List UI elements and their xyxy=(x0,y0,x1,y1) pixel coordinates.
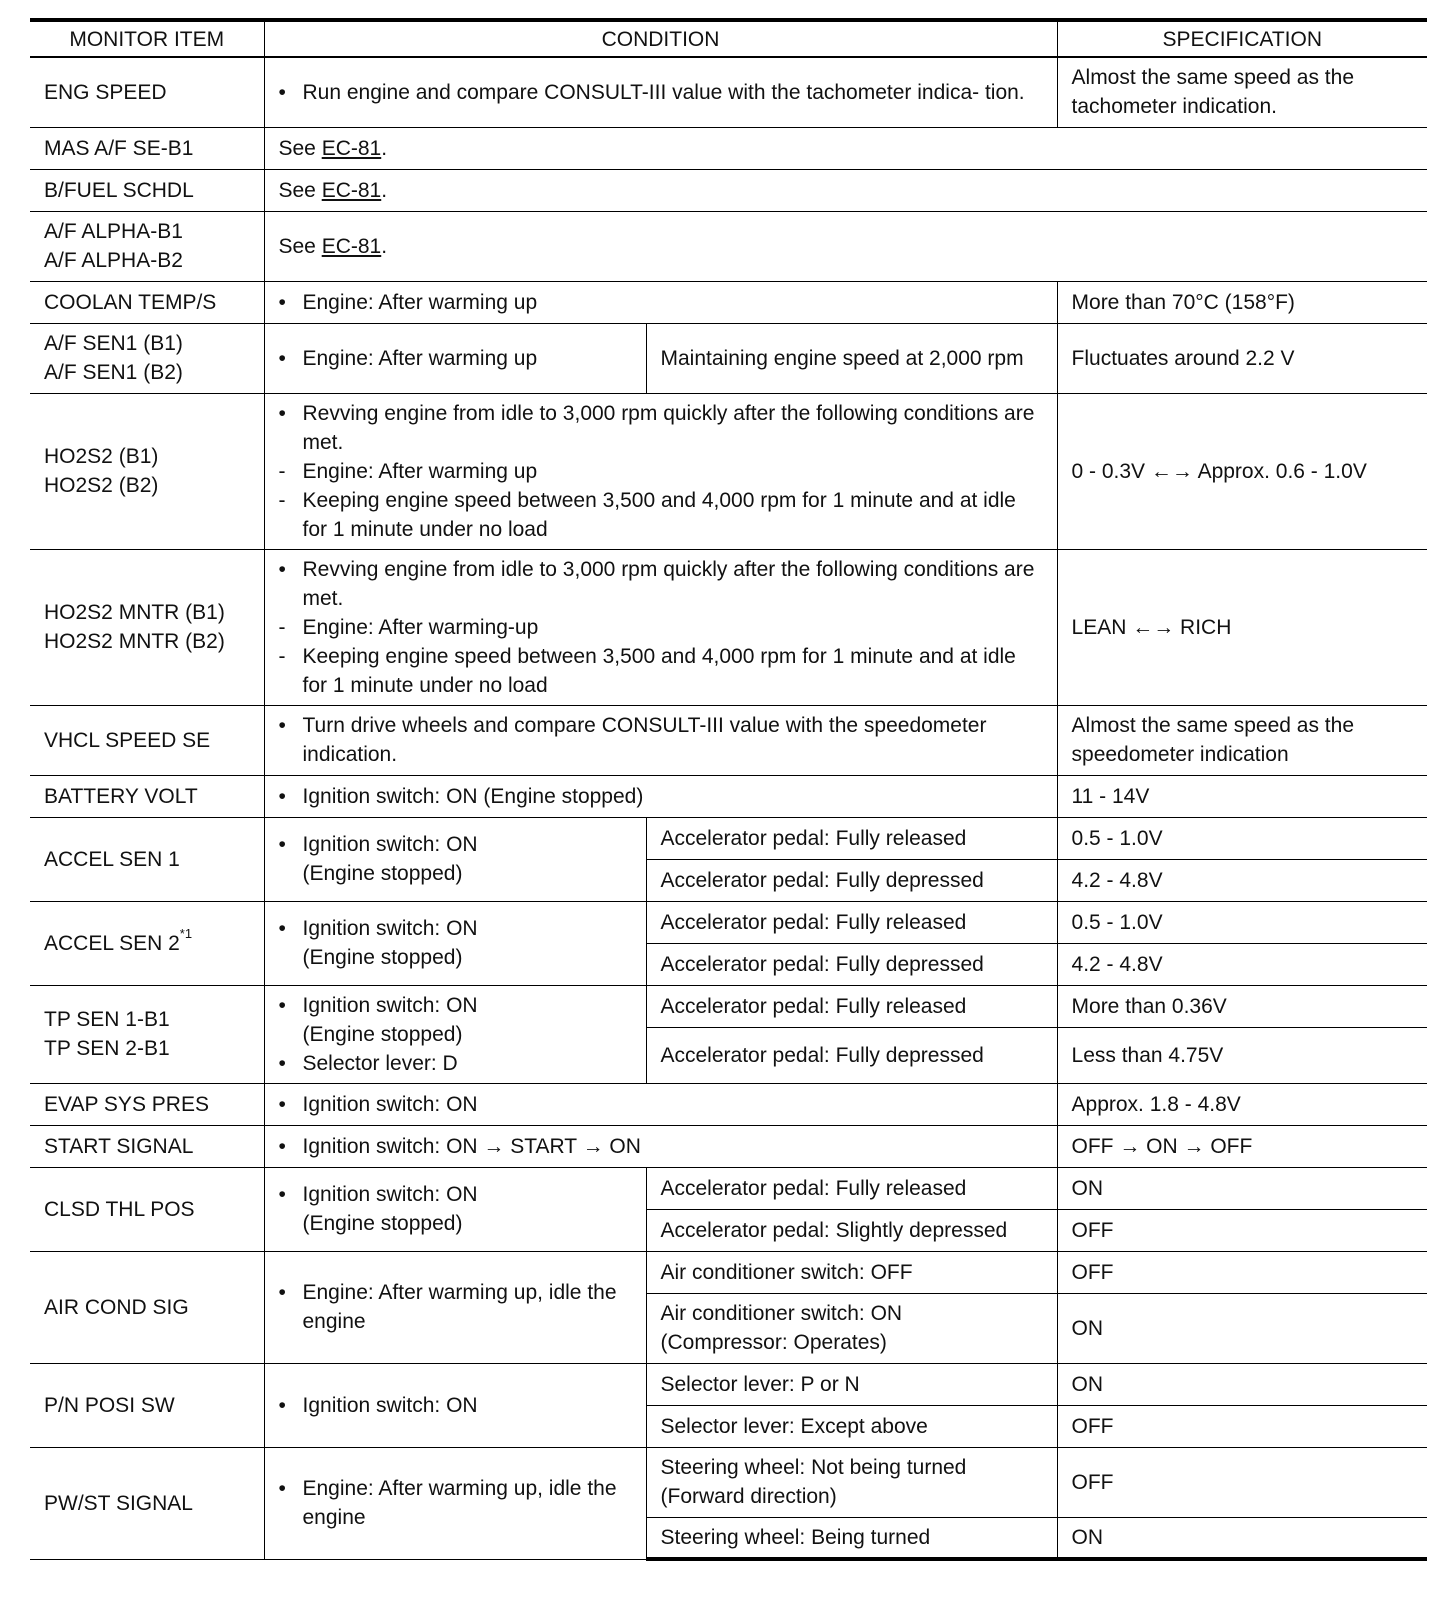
table-row xyxy=(30,127,1427,169)
table-row xyxy=(30,775,1427,817)
condition-cell xyxy=(264,1363,646,1447)
condition-cell xyxy=(264,169,1427,211)
table-row xyxy=(30,985,1427,1027)
table-row xyxy=(30,393,1427,549)
monitor-item-line: HO2S2 MNTR (B2) xyxy=(44,630,225,653)
bullet-mark: • xyxy=(278,80,286,104)
condition-cell xyxy=(264,323,646,393)
monitor-item: B/FUEL SCHDL xyxy=(30,169,264,211)
sub-condition-line: Air conditioner switch: ON xyxy=(660,1302,903,1325)
condition-cell xyxy=(264,1251,646,1363)
condition-text: Engine: After warming-up xyxy=(302,615,539,639)
condition-text: Ignition switch: ON xyxy=(302,833,478,856)
bullet-mark: • xyxy=(278,1281,286,1304)
table-header-row xyxy=(30,20,1427,57)
specification-cell: More than 0.36V xyxy=(1057,985,1427,1027)
bullet-mark: • xyxy=(278,1477,286,1500)
condition-text: Ignition switch: ON xyxy=(302,1393,478,1417)
condition-text: Engine: After warming up xyxy=(302,459,538,483)
condition-text: Keeping engine speed between 3,500 and 4,000 rpm for 1 minute and at idle for 1 minute under no load xyxy=(302,644,1016,697)
specification-cell: 0 - 0.3V ←→ Approx. 0.6 - 1.0V xyxy=(1057,393,1427,549)
ec-81-link[interactable]: EC-81 xyxy=(321,178,382,202)
monitor-item-line: HO2S2 (B2) xyxy=(44,474,159,497)
condition-cell xyxy=(264,393,1057,549)
specification-cell: 4.2 - 4.8V xyxy=(1057,859,1427,901)
header-specification: SPECIFICATION xyxy=(1057,20,1427,57)
table-row xyxy=(30,1363,1427,1405)
sub-condition-cell: Accelerator pedal: Fully released xyxy=(646,817,1057,859)
specification-cell: 0.5 - 1.0V xyxy=(1057,901,1427,943)
dash-mark: - xyxy=(278,615,286,639)
table-row xyxy=(30,1167,1427,1209)
bullet-mark: • xyxy=(278,714,286,737)
monitor-item xyxy=(30,211,264,281)
specification-cell: Almost the same speed as the speedometer indication xyxy=(1057,705,1427,775)
sub-condition-cell: Maintaining engine speed at 2,000 rpm xyxy=(646,323,1057,393)
condition-cell xyxy=(264,1447,646,1559)
condition-cell xyxy=(264,127,1427,169)
monitor-item-line: HO2S2 (B1) xyxy=(44,445,159,468)
bullet-mark: • xyxy=(278,833,286,856)
bullet-mark: • xyxy=(278,1051,286,1075)
sub-condition-cell xyxy=(646,1447,1057,1517)
table-row xyxy=(30,1083,1427,1125)
see-text: See xyxy=(278,136,322,160)
table-row xyxy=(30,817,1427,859)
see-text: See xyxy=(278,234,322,258)
bullet-mark: • xyxy=(278,1092,286,1116)
specification-cell: 4.2 - 4.8V xyxy=(1057,943,1427,985)
specification-cell: ON xyxy=(1057,1517,1427,1559)
specification-cell: 0.5 - 1.0V xyxy=(1057,817,1427,859)
sub-condition-cell: Accelerator pedal: Fully depressed xyxy=(646,859,1057,901)
monitor-item xyxy=(30,323,264,393)
dash-mark: - xyxy=(278,644,286,668)
bullet-mark: • xyxy=(278,993,286,1017)
condition-text: Ignition switch: ON (Engine stopped) xyxy=(302,784,644,808)
specification-cell: OFF xyxy=(1057,1209,1427,1251)
condition-cell xyxy=(264,817,646,901)
table-row xyxy=(30,323,1427,393)
footnote-mark: *1 xyxy=(179,925,193,941)
condition-cell xyxy=(264,57,1057,127)
condition-text: (Engine stopped) xyxy=(302,1212,463,1235)
monitor-item xyxy=(30,901,264,985)
dash-mark: - xyxy=(278,488,286,512)
condition-text: Revving engine from idle to 3,000 rpm quickly after the following conditions are met. xyxy=(302,401,1035,454)
condition-cell xyxy=(264,281,1057,323)
bullet-mark: • xyxy=(278,346,286,370)
table-row xyxy=(30,705,1427,775)
monitor-item: VHCL SPEED SE xyxy=(30,705,264,775)
monitor-item xyxy=(30,549,264,705)
sub-condition-cell: Selector lever: Except above xyxy=(646,1405,1057,1447)
header-monitor-item: MONITOR ITEM xyxy=(30,20,264,57)
specification-cell: OFF → ON → OFF xyxy=(1057,1125,1427,1167)
bullet-mark: • xyxy=(278,917,286,940)
monitor-item-line: HO2S2 MNTR (B1) xyxy=(44,601,225,624)
table-row xyxy=(30,901,1427,943)
specification-cell: 11 - 14V xyxy=(1057,775,1427,817)
condition-text: Turn drive wheels and compare CONSULT-III value with the speedometer indication. xyxy=(302,714,987,766)
monitor-item: COOLAN TEMP/S xyxy=(30,281,264,323)
sub-condition-cell: Air conditioner switch: OFF xyxy=(646,1251,1057,1293)
bullet-mark: • xyxy=(278,1393,286,1417)
sub-condition-cell xyxy=(646,1293,1057,1363)
condition-cell xyxy=(264,549,1057,705)
dash-mark: - xyxy=(278,459,286,483)
bullet-mark: • xyxy=(278,1183,286,1206)
condition-text: Revving engine from idle to 3,000 rpm quickly after the following conditions are met. xyxy=(302,557,1035,610)
condition-text: Engine: After warming up xyxy=(302,290,538,314)
table-row xyxy=(30,1125,1427,1167)
monitor-item xyxy=(30,393,264,549)
condition-text: Engine: After warming up, idle the engine xyxy=(302,1281,617,1333)
condition-text: Ignition switch: ON xyxy=(302,917,478,940)
specification-cell: ON xyxy=(1057,1363,1427,1405)
condition-cell xyxy=(264,211,1427,281)
ec-81-link[interactable]: EC-81 xyxy=(321,234,382,258)
sub-condition-cell: Accelerator pedal: Fully released xyxy=(646,985,1057,1027)
period: . xyxy=(381,136,388,160)
bullet-mark: • xyxy=(278,401,286,425)
condition-text: Keeping engine speed between 3,500 and 4,000 rpm for 1 minute and at idle for 1 minute under no load xyxy=(302,488,1016,541)
monitor-item: MAS A/F SE-B1 xyxy=(30,127,264,169)
sub-condition-line: (Forward direction) xyxy=(660,1485,837,1508)
monitor-item-line: TP SEN 1-B1 xyxy=(44,1008,170,1031)
monitor-item-text: ACCEL SEN 2 xyxy=(44,931,180,955)
specification-cell: OFF xyxy=(1057,1447,1427,1517)
condition-text: Ignition switch: ON xyxy=(302,1183,478,1206)
monitor-spec-table xyxy=(30,18,1427,1561)
condition-cell xyxy=(264,705,1057,775)
bullet-mark: • xyxy=(278,784,286,808)
bullet-mark: • xyxy=(278,1134,286,1158)
condition-text: Run engine and compare CONSULT-III value with the tachometer indica- tion. xyxy=(302,80,1025,104)
condition-text: Ignition switch: ON → START → ON xyxy=(302,1134,641,1158)
monitor-item xyxy=(30,985,264,1083)
monitor-item-line: A/F ALPHA-B1 xyxy=(44,220,183,243)
condition-text: (Engine stopped) xyxy=(302,1022,463,1046)
sub-condition-line: (Compressor: Operates) xyxy=(660,1331,887,1354)
specification-cell: More than 70°C (158°F) xyxy=(1057,281,1427,323)
condition-cell xyxy=(264,1167,646,1251)
monitor-item: BATTERY VOLT xyxy=(30,775,264,817)
monitor-item: EVAP SYS PRES xyxy=(30,1083,264,1125)
sub-condition-cell: Accelerator pedal: Fully depressed xyxy=(646,1027,1057,1083)
table-row xyxy=(30,1447,1427,1517)
condition-text: Selector lever: D xyxy=(302,1051,458,1075)
ec-81-link[interactable]: EC-81 xyxy=(321,136,382,160)
period: . xyxy=(381,234,388,258)
specification-cell: Fluctuates around 2.2 V xyxy=(1057,323,1427,393)
monitor-item-line: TP SEN 2-B1 xyxy=(44,1037,170,1060)
table-row xyxy=(30,1251,1427,1293)
condition-text: Engine: After warming up, idle the engine xyxy=(302,1477,617,1529)
table-row xyxy=(30,549,1427,705)
bullet-mark: • xyxy=(278,557,286,581)
condition-text: Ignition switch: ON xyxy=(302,993,478,1017)
sub-condition-cell: Accelerator pedal: Fully released xyxy=(646,1167,1057,1209)
sub-condition-cell: Accelerator pedal: Fully depressed xyxy=(646,943,1057,985)
sub-condition-line: Steering wheel: Not being turned xyxy=(660,1456,967,1479)
monitor-item-line: A/F SEN1 (B1) xyxy=(44,332,183,355)
monitor-item: ENG SPEED xyxy=(30,57,264,127)
table-row xyxy=(30,57,1427,127)
sub-condition-cell: Steering wheel: Being turned xyxy=(646,1517,1057,1559)
condition-text: (Engine stopped) xyxy=(302,862,463,885)
condition-text: Ignition switch: ON xyxy=(302,1092,478,1116)
monitor-item: ACCEL SEN 1 xyxy=(30,817,264,901)
specification-cell: ON xyxy=(1057,1293,1427,1363)
monitor-item-line: A/F SEN1 (B2) xyxy=(44,361,183,384)
specification-cell: ON xyxy=(1057,1167,1427,1209)
sub-condition-cell: Accelerator pedal: Fully released xyxy=(646,901,1057,943)
monitor-item: START SIGNAL xyxy=(30,1125,264,1167)
specification-cell: OFF xyxy=(1057,1251,1427,1293)
monitor-item: CLSD THL POS xyxy=(30,1167,264,1251)
condition-cell xyxy=(264,1125,1057,1167)
period: . xyxy=(381,178,388,202)
condition-cell xyxy=(264,901,646,985)
specification-cell: LEAN ←→ RICH xyxy=(1057,549,1427,705)
specification-cell: OFF xyxy=(1057,1405,1427,1447)
monitor-item: PW/ST SIGNAL xyxy=(30,1447,264,1559)
see-text: See xyxy=(278,178,322,202)
monitor-item-line: A/F ALPHA-B2 xyxy=(44,249,183,272)
specification-cell: Less than 4.75V xyxy=(1057,1027,1427,1083)
condition-cell xyxy=(264,775,1057,817)
condition-text: (Engine stopped) xyxy=(302,946,463,969)
sub-condition-cell: Selector lever: P or N xyxy=(646,1363,1057,1405)
table-row xyxy=(30,211,1427,281)
monitor-item: AIR COND SIG xyxy=(30,1251,264,1363)
specification-cell: Approx. 1.8 - 4.8V xyxy=(1057,1083,1427,1125)
specification-cell: Almost the same speed as the tachometer indication. xyxy=(1057,57,1427,127)
table-row xyxy=(30,281,1427,323)
condition-cell xyxy=(264,985,646,1083)
monitor-item: P/N POSI SW xyxy=(30,1363,264,1447)
header-condition: CONDITION xyxy=(264,20,1057,57)
table-row xyxy=(30,169,1427,211)
condition-cell xyxy=(264,1083,1057,1125)
condition-text: Engine: After warming up xyxy=(302,346,538,370)
bullet-mark: • xyxy=(278,290,286,314)
sub-condition-cell: Accelerator pedal: Slightly depressed xyxy=(646,1209,1057,1251)
